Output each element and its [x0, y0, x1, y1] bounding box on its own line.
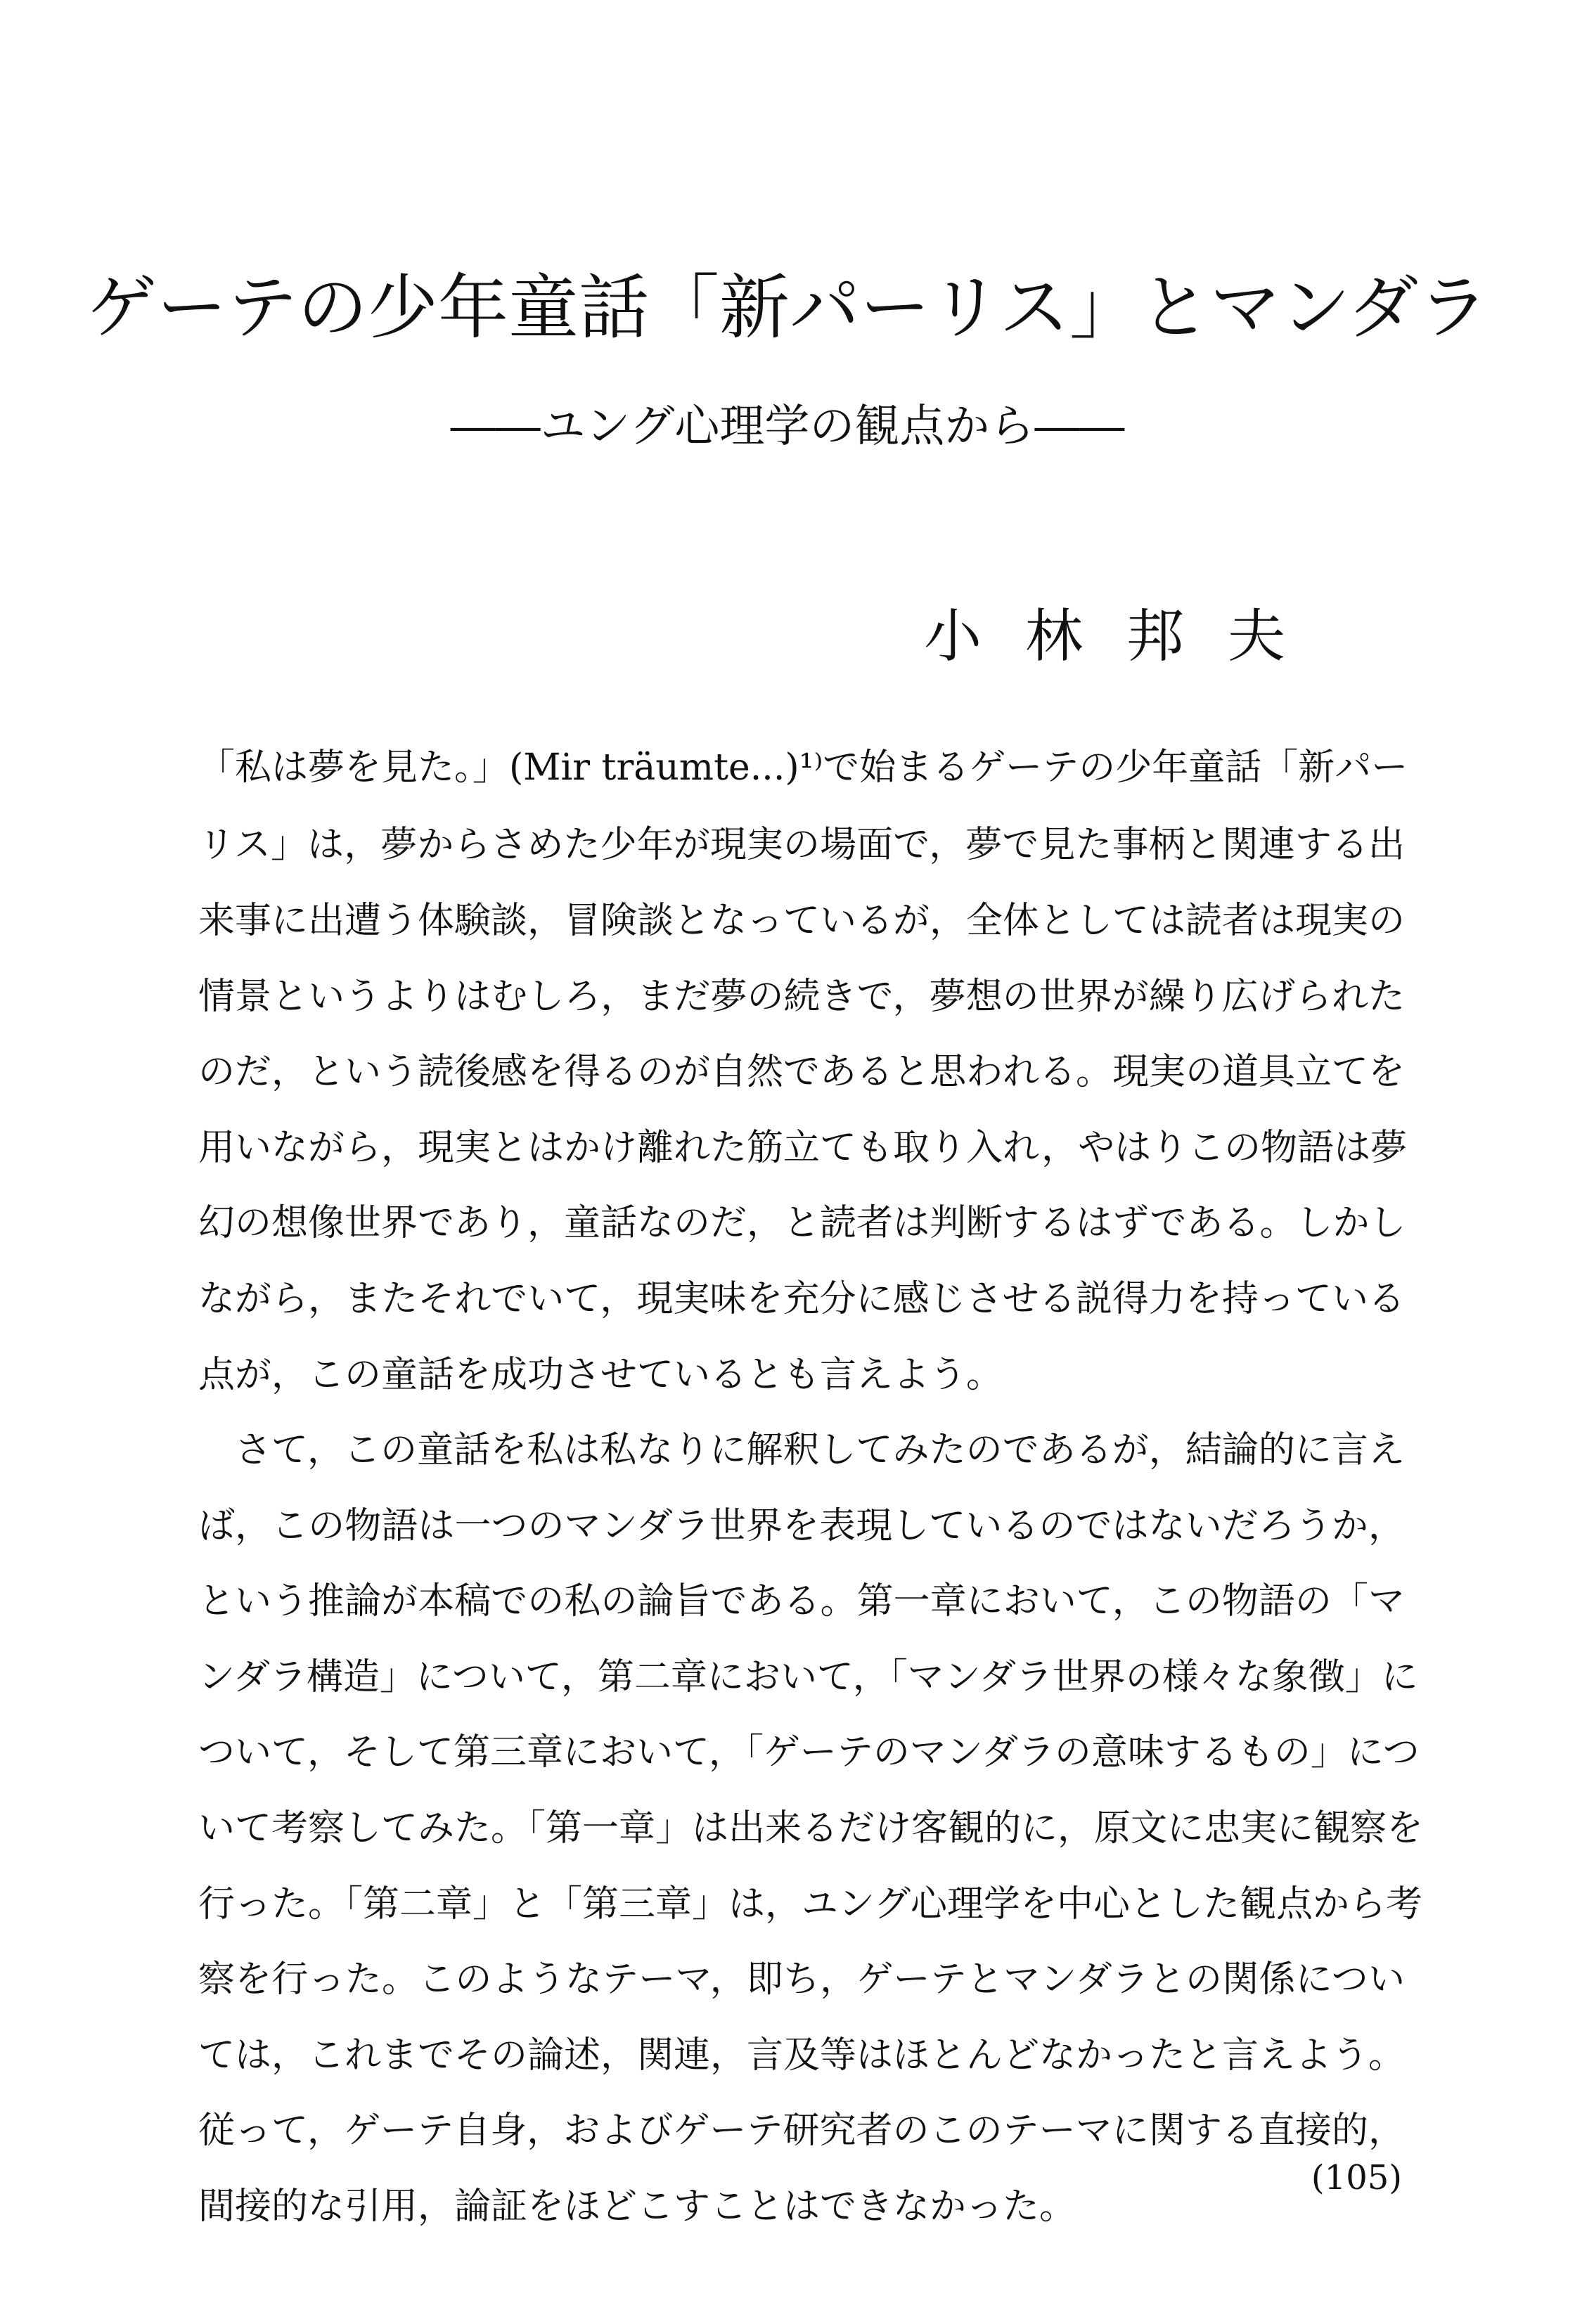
body-line: 情景というよりはむしろ，まだ夢の続きで，夢想の世界が繰り広げられた — [198, 976, 1405, 1018]
body-line: 従って，ゲーテ自身，およびゲーテ研究者のこのテーマに関する直接的， — [198, 2110, 1405, 2152]
body-line: 点が，この童話を成功させているとも言えよう。 — [198, 1354, 1003, 1396]
body-line: という推論が本稿での私の論旨である。第一章において，この物語の「マ — [198, 1580, 1405, 1622]
body-line: 行った。「第二章」と「第三章」は，ユング心理学を中心とした観点から考 — [198, 1883, 1422, 1925]
body-line: リス」は，夢からさめた少年が現実の場面で，夢で見た事柄と関連する出 — [198, 824, 1405, 866]
article-title: ゲーテの少年童話「新パーリス」とマンダラ — [86, 266, 1489, 349]
body-line: ながら，またそれでいて，現実味を充分に感じさせる説得力を持っている — [198, 1278, 1405, 1320]
body-line: 幻の想像世界であり，童話なのだ，と読者は判断するはずである。しかし — [198, 1202, 1406, 1244]
body-line: ては，これまでその論述，関連，言及等はほとんどなかったと言えよう。 — [198, 2034, 1406, 2077]
body-line: 「私は夢を見た。」(Mir träumte...)¹⁾で始まるゲーテの少年童話「新パー — [198, 747, 1408, 789]
body-line: ついて，そして第三章において，「ゲーテのマンダラの意味するもの」につ — [198, 1731, 1420, 1774]
body-line: ば，この物語は一つのマンダラ世界を表現しているのではないだろうか， — [198, 1505, 1405, 1547]
body-line: のだ，という読後感を得るのが自然であると思われる。現実の道具立てを — [198, 1051, 1406, 1093]
body-line: 来事に出遭う体験談，冒険談となっているが，全体としては読者は現実の — [198, 900, 1406, 942]
body-line: いて考察してみた。「第一章」は出来るだけ客観的に，原文に忠実に観察を — [198, 1807, 1424, 1849]
page-number: (105) — [1311, 2158, 1402, 2197]
body-line: 察を行った。このようなテーマ，即ち，ゲーテとマンダラとの関係につい — [198, 1958, 1405, 2001]
body-line: 間接的な引用，論証をほどこすことはできなかった。 — [198, 2186, 1076, 2228]
body-line: 用いながら，現実とはかけ離れた筋立ても取り入れ，やはりこの物語は夢 — [198, 1127, 1408, 1169]
article-subtitle: ――ユング心理学の観点から―― — [450, 401, 1125, 453]
author-name: 小林邦夫 — [923, 603, 1329, 670]
body-line: さて，この童話を私は私なりに解釈してみたのであるが，結論的に言え — [235, 1429, 1405, 1471]
body-line: ンダラ構造」について，第二章において，「マンダラ世界の様々な象徴」に — [198, 1656, 1418, 1698]
